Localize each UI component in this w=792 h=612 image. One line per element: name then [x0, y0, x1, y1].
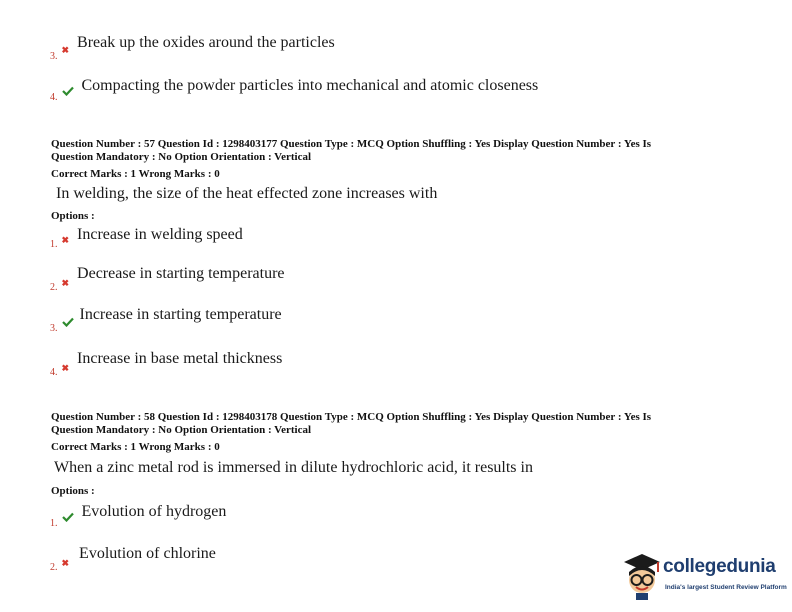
cross-icon: ✖: [61, 45, 70, 55]
option-text: Decrease in starting temperature: [77, 265, 285, 282]
question-text: When a zinc metal rod is immersed in dilute hydrochloric acid, it results in: [54, 459, 533, 476]
option-number: 1.: [50, 518, 58, 529]
option-row: [50, 306, 282, 334]
question-meta: Question Number : 57 Question Id : 1298403177 Question Type : MCQ Option Shuffling : Yes Display Question Number : Yes Is: [51, 138, 652, 150]
cross-icon: ✖: [61, 363, 70, 373]
option-text: Increase in base metal thickness: [77, 350, 283, 367]
check-icon: [62, 512, 74, 522]
cross-icon: ✖: [61, 278, 70, 288]
option-text: Break up the oxides around the particles: [77, 34, 335, 51]
option-row: [50, 226, 243, 250]
cross-icon: ✖: [61, 235, 70, 245]
question-meta: Question Mandatory : No Option Orientation : Vertical: [51, 151, 312, 163]
student-mascot-icon: [620, 550, 664, 602]
option-row: [50, 545, 216, 573]
option-text: Evolution of chlorine: [79, 545, 216, 562]
option-row: [50, 350, 283, 378]
question-text: In welding, the size of the heat effected zone increases with: [56, 185, 438, 202]
option-row: [50, 503, 227, 529]
option-number: 4.: [50, 92, 58, 103]
logo-tagline: India's largest Student Review Platform: [665, 584, 787, 591]
options-label: Options :: [51, 485, 95, 497]
option-text: Increase in starting temperature: [79, 306, 282, 323]
question-marks: Correct Marks : 1 Wrong Marks : 0: [51, 168, 220, 180]
options-label: Options :: [51, 210, 95, 222]
cross-icon: ✖: [61, 558, 70, 568]
option-number: 1.: [50, 239, 58, 250]
option-text: Increase in welding speed: [77, 226, 243, 243]
option-row: [50, 265, 285, 293]
option-number: 2.: [50, 562, 58, 573]
check-icon: [62, 86, 74, 96]
option-number: 3.: [50, 51, 58, 62]
question-meta: Question Mandatory : No Option Orientation : Vertical: [51, 424, 312, 436]
option-row: [50, 34, 335, 62]
collegedunia-logo: [620, 548, 790, 604]
option-text: Compacting the powder particles into mechanical and atomic closeness: [81, 77, 539, 94]
option-row: [50, 77, 539, 103]
option-number: 4.: [50, 367, 58, 378]
option-text: Evolution of hydrogen: [81, 503, 227, 520]
check-icon: [62, 317, 74, 327]
question-meta: Question Number : 58 Question Id : 1298403178 Question Type : MCQ Option Shuffling : Yes Display Question Number : Yes Is: [51, 411, 652, 423]
option-number: 2.: [50, 282, 58, 293]
option-number: 3.: [50, 323, 58, 334]
logo-wordmark: collegedunia: [663, 556, 776, 577]
question-marks: Correct Marks : 1 Wrong Marks : 0: [51, 441, 220, 453]
